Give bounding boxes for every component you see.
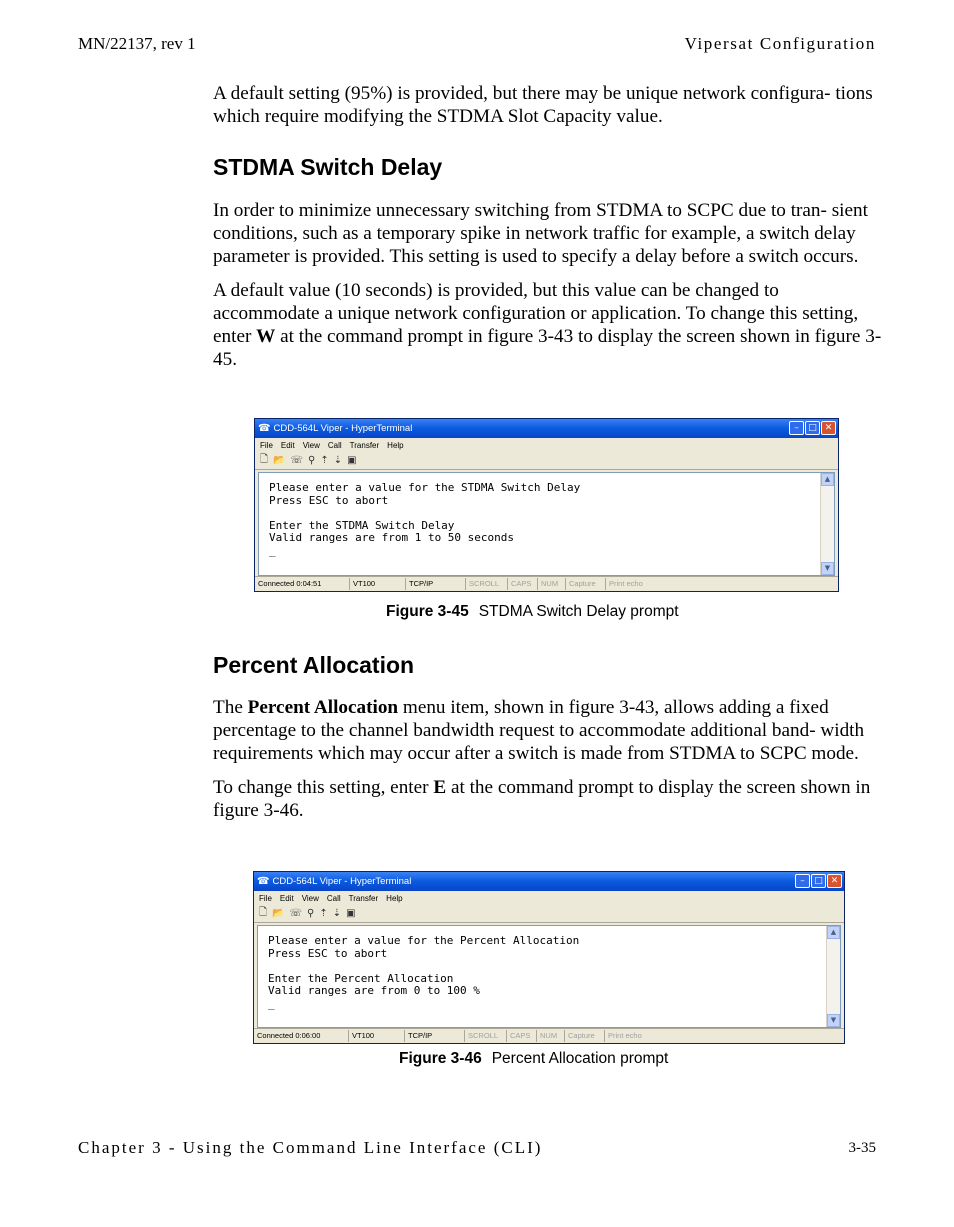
- menu-call[interactable]: Call: [326, 893, 341, 903]
- caption-text: Percent Allocation prompt: [491, 1050, 669, 1067]
- hyperterminal-window-percent-allocation: [253, 871, 845, 1044]
- status-capture: Capture: [566, 578, 606, 590]
- hyperterminal-app-icon: ☎: [258, 423, 271, 434]
- send-icon[interactable]: ⇡: [320, 455, 329, 466]
- scroll-up-icon[interactable]: ▲: [821, 473, 834, 486]
- command-key-e: E: [433, 777, 447, 798]
- figure-caption-3-45: [386, 603, 679, 621]
- para2-text-post: at the command prompt in figure 3-43 to display the screen shown in figure 3-45.: [213, 326, 882, 370]
- menu-view[interactable]: View: [301, 893, 319, 903]
- minimize-button[interactable]: –: [789, 421, 804, 435]
- new-icon[interactable]: 🗋: [260, 454, 269, 465]
- status-caps: CAPS: [507, 1030, 537, 1042]
- disconnect-icon[interactable]: ⚲: [308, 455, 316, 466]
- window-titlebar: [255, 419, 838, 438]
- command-key-w: W: [256, 326, 276, 347]
- section2-para2: [213, 776, 883, 822]
- caption-label: Figure 3-46: [399, 1050, 482, 1067]
- status-caps: CAPS: [508, 578, 538, 590]
- scroll-down-icon[interactable]: ▼: [821, 562, 834, 575]
- para2-text-pre: To change this setting, enter: [213, 777, 434, 798]
- para1-text-post: menu item, shown in figure 3-43, allows adding a fixed percentage to the channel bandwidth request to accommodate additional band- width requirements which may occur after a switch is made from STDMA to SCPC mode.: [213, 697, 865, 764]
- section1-para2: [213, 279, 883, 371]
- status-connected: Connected 0:04:51: [255, 578, 350, 590]
- maximize-button[interactable]: □: [805, 421, 820, 435]
- status-num: NUM: [538, 578, 566, 590]
- menu-file[interactable]: File: [260, 440, 273, 450]
- status-print-echo: Print echo: [608, 1031, 642, 1040]
- running-header-section: Vipersat Configuration: [684, 34, 876, 53]
- window-title: CDD-564L Viper - HyperTerminal: [272, 876, 412, 887]
- menu-help[interactable]: Help: [387, 440, 404, 450]
- vertical-scrollbar[interactable]: [826, 926, 840, 1027]
- figure-caption-3-46: [399, 1050, 668, 1068]
- status-capture: Capture: [565, 1030, 605, 1042]
- close-button[interactable]: ✕: [827, 874, 842, 888]
- para2-text-post: at the command prompt to display the screen shown in figure 3-46.: [213, 777, 871, 821]
- toolbar: [255, 452, 838, 470]
- terminal-screen[interactable]: [257, 925, 841, 1028]
- terminal-screen[interactable]: [258, 472, 835, 576]
- window-title: CDD-564L Viper - HyperTerminal: [273, 423, 413, 434]
- hyperterminal-app-icon: ☎: [257, 876, 270, 887]
- status-connected: Connected 0:06:00: [254, 1030, 349, 1042]
- vertical-scrollbar[interactable]: [820, 473, 834, 575]
- menu-bar: [254, 891, 844, 905]
- menu-transfer[interactable]: Transfer: [348, 893, 379, 903]
- hyperterminal-window-switch-delay: [254, 418, 839, 592]
- disconnect-icon[interactable]: ⚲: [307, 908, 315, 919]
- status-protocol: TCP/IP: [406, 578, 466, 590]
- call-icon[interactable]: ☏: [289, 908, 303, 919]
- menu-edit[interactable]: Edit: [280, 440, 295, 450]
- call-icon[interactable]: ☏: [290, 455, 304, 466]
- terminal-output: Please enter a value for the Percent Allocation Press ESC to abort Enter the Percent Allocation Valid ranges are from 0 to 100 % _: [268, 934, 580, 1010]
- running-header-doc-id: MN/22137, rev 1: [78, 34, 196, 53]
- properties-icon[interactable]: ▣: [346, 908, 356, 919]
- running-footer-chapter: Chapter 3 - Using the Command Line Interface (CLI): [78, 1138, 543, 1157]
- menu-bar: [255, 438, 838, 452]
- window-titlebar: [254, 872, 844, 891]
- menu-file[interactable]: File: [259, 893, 272, 903]
- caption-label: Figure 3-45: [386, 603, 469, 620]
- status-print-echo: Print echo: [609, 579, 643, 588]
- status-scroll: SCROLL: [466, 578, 508, 590]
- caption-text: STDMA Switch Delay prompt: [478, 603, 679, 620]
- para1-text-pre: The: [213, 697, 248, 718]
- section2-para1: [213, 696, 883, 765]
- status-emulation: VT100: [349, 1030, 405, 1042]
- para2-text-pre: A default value (10 seconds) is provided, but this value can be changed to accommodate a unique network configuration or application. To change this setting, enter: [213, 280, 859, 347]
- maximize-button[interactable]: □: [811, 874, 826, 888]
- intro-text: A default setting (95%) is provided, but there may be unique network configura- tions which require modifying the STDMA Slot Capacity value.: [213, 83, 873, 127]
- minimize-button[interactable]: –: [795, 874, 810, 888]
- scroll-down-icon[interactable]: ▼: [827, 1014, 840, 1027]
- section1-para1: In order to minimize unnecessary switching from STDMA to SCPC due to tran- sient conditions, such as a temporary spike in network traffic for example, a switch delay parameter is provided. This setting is used to specify a delay before a switch occurs.: [213, 200, 868, 267]
- section2-body: [213, 696, 883, 822]
- open-icon[interactable]: 📂: [272, 908, 285, 919]
- status-scroll: SCROLL: [465, 1030, 507, 1042]
- status-bar: [255, 576, 838, 591]
- menu-help[interactable]: Help: [386, 893, 403, 903]
- send-icon[interactable]: ⇡: [319, 908, 328, 919]
- menu-call[interactable]: Call: [327, 440, 342, 450]
- scroll-up-icon[interactable]: ▲: [827, 926, 840, 939]
- section1-body: [213, 199, 883, 371]
- open-icon[interactable]: 📂: [273, 455, 286, 466]
- status-protocol: TCP/IP: [405, 1030, 465, 1042]
- status-bar: [254, 1028, 844, 1043]
- new-icon[interactable]: 🗋: [259, 907, 268, 918]
- toolbar: [254, 905, 844, 923]
- receive-icon[interactable]: ⇣: [333, 455, 343, 466]
- menu-transfer[interactable]: Transfer: [349, 440, 380, 450]
- close-button[interactable]: ✕: [821, 421, 836, 435]
- receive-icon[interactable]: ⇣: [332, 908, 342, 919]
- properties-icon[interactable]: ▣: [347, 455, 357, 466]
- terminal-output: Please enter a value for the STDMA Switch Delay Press ESC to abort Enter the STDMA Switch Delay Valid ranges are from 1 to 50 seconds _: [269, 481, 581, 557]
- menu-item-name: Percent Allocation: [247, 697, 399, 718]
- section-heading-percent-allocation: Percent Allocation: [213, 652, 415, 678]
- menu-view[interactable]: View: [302, 440, 320, 450]
- status-num: NUM: [537, 1030, 565, 1042]
- section-heading-stdma-switch-delay: STDMA Switch Delay: [213, 154, 443, 180]
- intro-paragraph: [213, 82, 883, 128]
- page-number: 3-35: [848, 1140, 876, 1156]
- status-emulation: VT100: [350, 578, 406, 590]
- menu-edit[interactable]: Edit: [279, 893, 294, 903]
